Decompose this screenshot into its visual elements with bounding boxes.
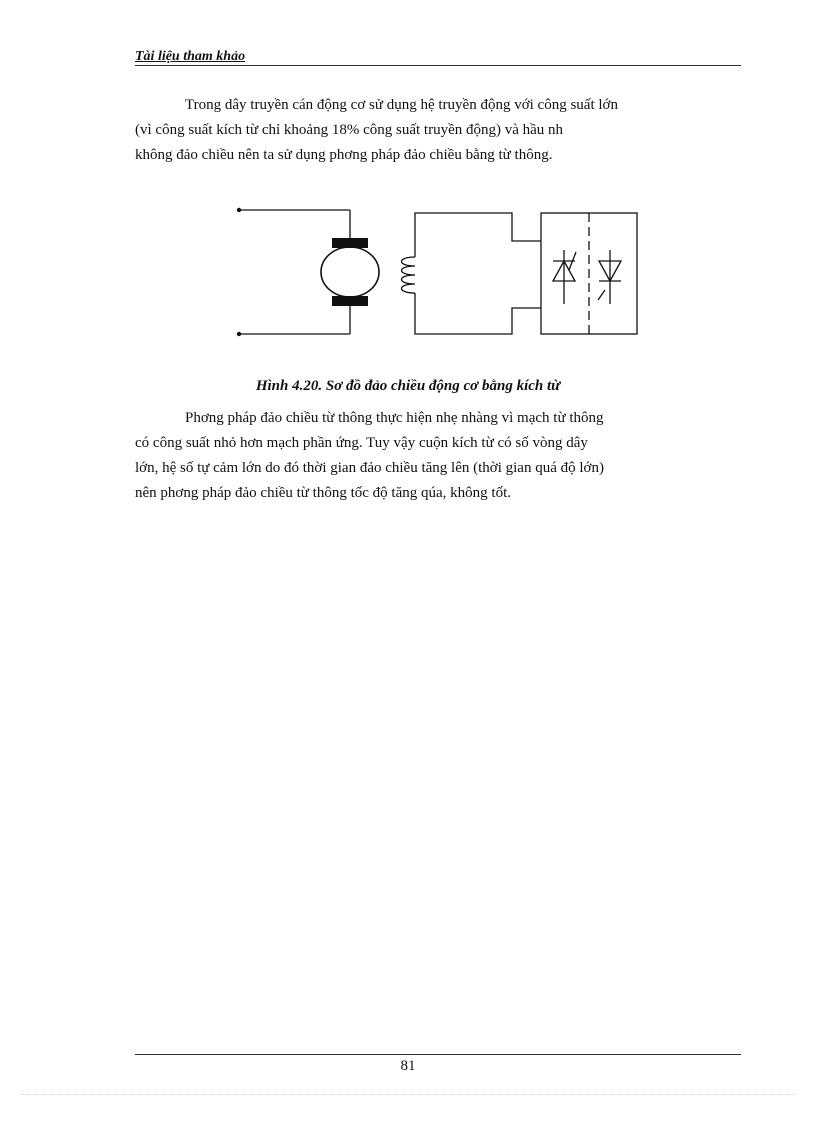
paragraph-2-line-1: Phơng pháp đảo chiều từ thông thực hiện nhẹ nhàng vì mạch từ thông: [185, 410, 604, 426]
header-rule: [135, 65, 741, 66]
page-number: 81: [400, 1058, 416, 1074]
paragraph-1: [135, 93, 741, 168]
paragraph-2-line-4: nên phơng pháp đảo chiều từ thông tốc độ tăng qúa, không tốt.: [135, 485, 511, 501]
paragraph-2-line-3: lớn, hệ số tự cảm lớn do đó thời gian đảo chiều tăng lên (thời gian quá độ lớn): [135, 460, 604, 476]
paragraph-2-line-2: có công suất nhỏ hơn mạch phần ứng. Tuy vậy cuộn kích từ có số vòng dây: [135, 435, 588, 451]
paragraph-2: [135, 406, 741, 506]
terminal-dot-top: [237, 208, 241, 212]
motor-brush-bottom: [332, 296, 368, 306]
field-circuit-wire-return: [415, 293, 541, 334]
page-edge-dots: [20, 1094, 796, 1095]
running-header: Tài liệu tham khảo: [135, 49, 246, 64]
circuit-diagram: [228, 200, 648, 345]
terminal-dot-bottom: [237, 332, 241, 336]
field-circuit-wire: [415, 213, 541, 257]
motor-brush-top: [332, 238, 368, 248]
field-coil-icon: [402, 257, 416, 293]
paragraph-1-line-3: không đảo chiều nên ta sử dụng phơng pháp đảo chiều bằng từ thông.: [135, 147, 553, 163]
footer-rule: [135, 1054, 741, 1055]
paragraph-1-line-1: Trong dây truyền cán động cơ sử dụng hệ truyền động với công suất lớn: [185, 97, 618, 113]
paragraph-1-line-2: (vì công suất kích từ chỉ khoảng 18% công suất truyền động) và hầu nh: [135, 122, 564, 138]
motor-icon: [321, 247, 379, 297]
figure-caption: Hình 4.20. Sơ đồ đảo chiều động cơ bằng kích từ: [255, 378, 561, 394]
